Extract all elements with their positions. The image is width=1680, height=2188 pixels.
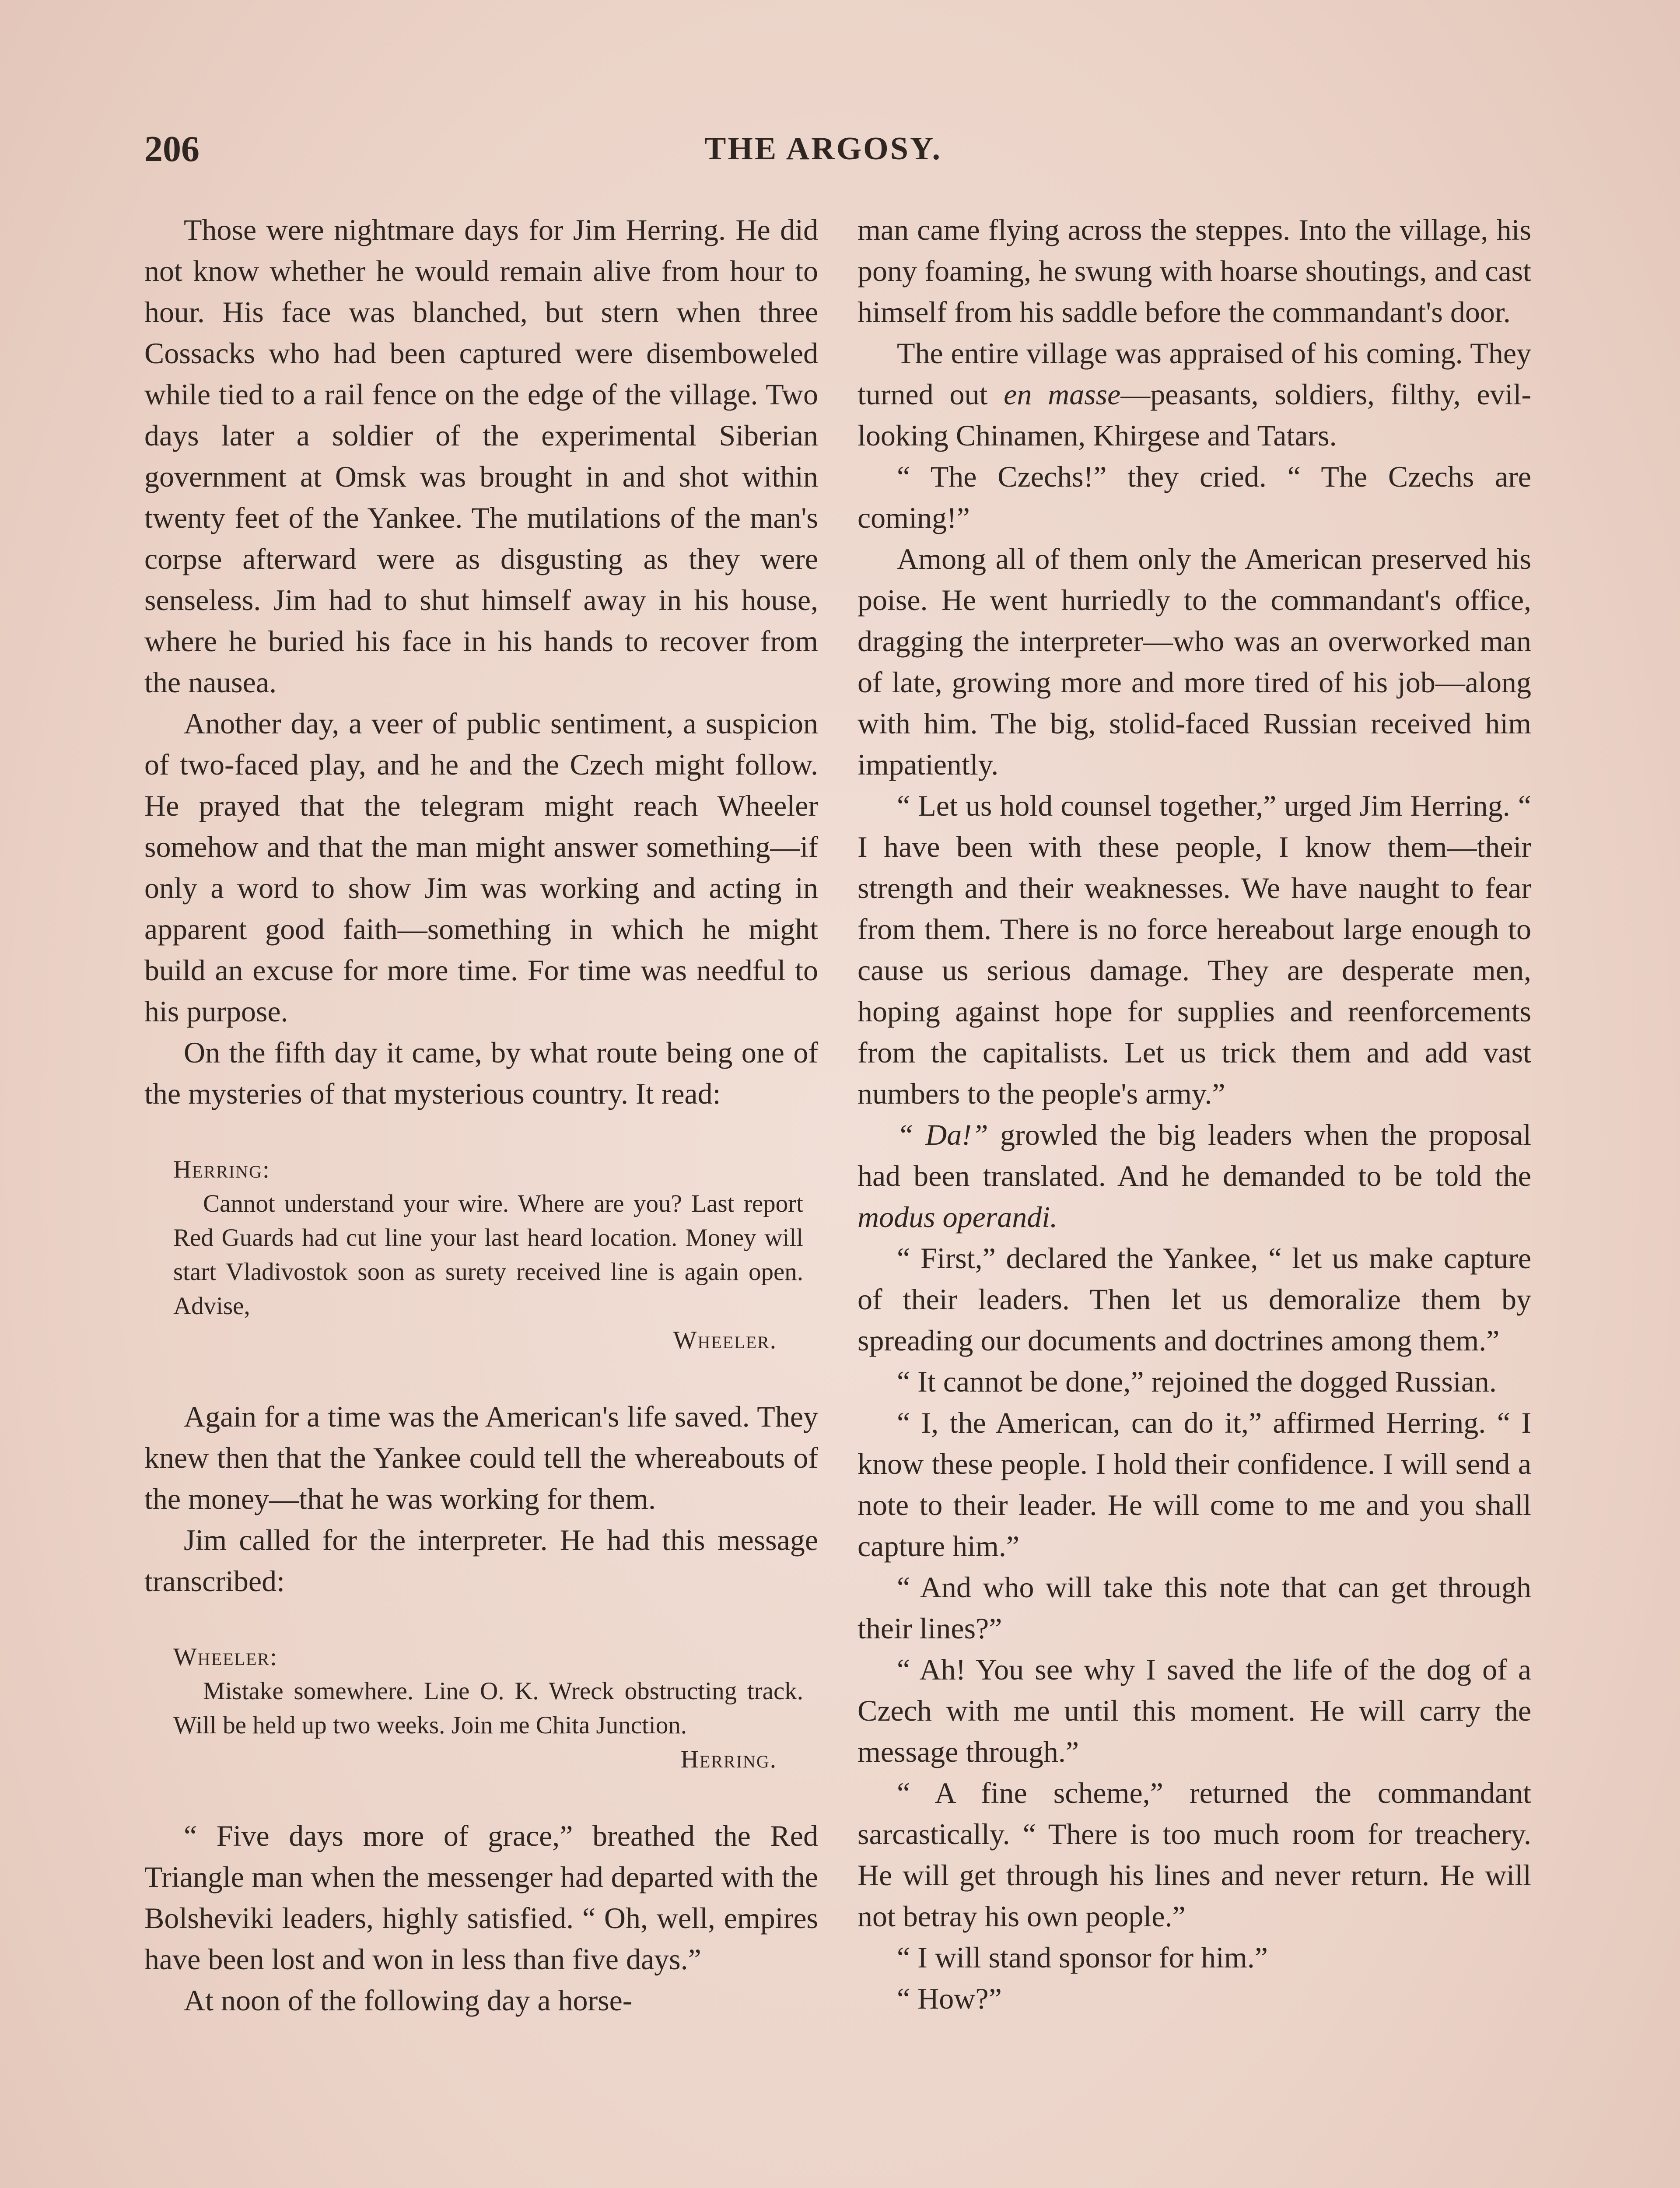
paragraph: Those were nightmare days for Jim Herring. He did not know whether he would remain alive from hour to hour. His face was blanched, but stern when three Cossacks who had been captured were disemboweled while tied to a rail fence on the edge of the village. Two days later a soldier of the experimental Siberian government at Omsk was brought in and shot within twenty feet of the Yankee. The mutilations of the man's corpse afterward were as disgusting as they were senseless. Jim had to shut himself away in his house, where he buried his face in his hands to recover from the nausea.: [144, 213, 818, 699]
paragraph: Another day, a veer of public sentiment, a suspicion of two-faced play, and he and the Czech might follow. He prayed that the telegram might reach Wheeler somehow and that the man might answer something—if only a word to show Jim was working and acting in apparent good faith—something in which he might build an excuse for more time. For time was needful to his purpose.: [144, 707, 818, 1028]
paragraph: “ Five days more of grace,” breathed the Red Triangle man when the messenger had departed with the Bolsheviki leaders, highly satisfied. “ Oh, well, empires have been lost and won in less than five days.”: [144, 1819, 818, 1976]
telegram-from-wheeler: [173, 1153, 803, 1357]
paragraph: [858, 333, 1531, 456]
telegram-addressee: Wheeler:: [173, 1643, 278, 1671]
paragraph: At noon of the following day a horse-: [184, 1984, 633, 2017]
paragraph: “ It cannot be done,” rejoined the dogged Russian.: [897, 1365, 1497, 1398]
paragraph: “ And who will take this note that can get through their lines?”: [858, 1571, 1531, 1645]
italic-text: modus operandi.: [858, 1200, 1058, 1234]
telegram-signature: Herring.: [680, 1746, 777, 1773]
text-run: The entire village was appraised of his coming. They turned out: [858, 337, 1531, 411]
paragraph: “ Ah! You see why I saved the life of the dog of a Czech with me until this moment. He will carry the message through.”: [858, 1653, 1531, 1768]
italic-text: en masse: [1004, 378, 1121, 411]
paragraph: “ I will stand sponsor for him.”: [897, 1941, 1268, 1974]
left-column: [144, 209, 818, 2021]
paragraph: [858, 1114, 1531, 1238]
page-header: [144, 128, 1549, 176]
telegram-from-herring: [173, 1640, 803, 1777]
paragraph: “ How?”: [897, 1982, 1002, 2015]
paragraph: On the fifth day it came, by what route being one of the mysteries of that mysterious country. It read:: [144, 1036, 818, 1110]
paragraph: “ A fine scheme,” returned the commandant sarcastically. “ There is too much room for treachery. He will get through his lines and never return. He will not betray his own people.”: [858, 1776, 1531, 1933]
running-title: THE ARGOSY.: [704, 131, 942, 167]
paragraph: man came flying across the steppes. Into the village, his pony foaming, he swung with hoarse shoutings, and cast himself from his saddle before the commandant's door.: [858, 213, 1531, 329]
paragraph: Among all of them only the American preserved his poise. He went hurriedly to the commandant's office, dragging the interpreter—who was an overworked man of late, growing more and more tired of his job—along with him. The big, stolid-faced Russian received him impatiently.: [858, 542, 1531, 781]
paragraph: “ The Czechs!” they cried. “ The Czechs are coming!”: [858, 460, 1531, 534]
telegram-body: Cannot understand your wire. Where are you? Last report Red Guards had cut line your last heard location. Money will start Vladivostok soon as surety received line is again open. Advise,: [173, 1190, 803, 1320]
page-number: 206: [144, 129, 200, 169]
telegram-body: Mistake somewhere. Line O. K. Wreck obstructing track. Will be held up two weeks. Join me Chita Junction.: [173, 1677, 803, 1739]
italic-text: “ Da!”: [897, 1118, 988, 1151]
paragraph: Again for a time was the American's life saved. They knew then that the Yankee could tell the whereabouts of the money—that he was working for them.: [144, 1400, 818, 1515]
text-run: growled the big leaders when the proposal had been translated. And he demanded to be told the: [858, 1118, 1531, 1192]
telegram-addressee: Herring:: [173, 1156, 270, 1183]
text-run: —peasants, soldiers, filthy, evil-looking Chinamen, Khirgese and Tatars.: [858, 378, 1531, 452]
paragraph: “ Let us hold counsel together,” urged Jim Herring. “ I have been with these people, I know them—their strength and their weaknesses. We have naught to fear from them. There is no force hereabout large enough to cause us serious damage. They are desperate men, hoping against hope for supplies and reenforcements from the capitalists. Let us trick them and add vast numbers to the people's army.”: [858, 789, 1531, 1110]
paragraph: Jim called for the interpreter. He had this message transcribed:: [144, 1523, 818, 1598]
right-column: [858, 209, 1531, 2019]
telegram-signature: Wheeler.: [673, 1326, 777, 1354]
paragraph: “ First,” declared the Yankee, “ let us make capture of their leaders. Then let us demoralize them by spreading our documents and doctrines among them.”: [858, 1241, 1531, 1357]
paragraph: “ I, the American, can do it,” affirmed Herring. “ I know these people. I hold their confidence. I will send a note to their leader. He will come to me and you shall capture him.”: [858, 1406, 1531, 1563]
